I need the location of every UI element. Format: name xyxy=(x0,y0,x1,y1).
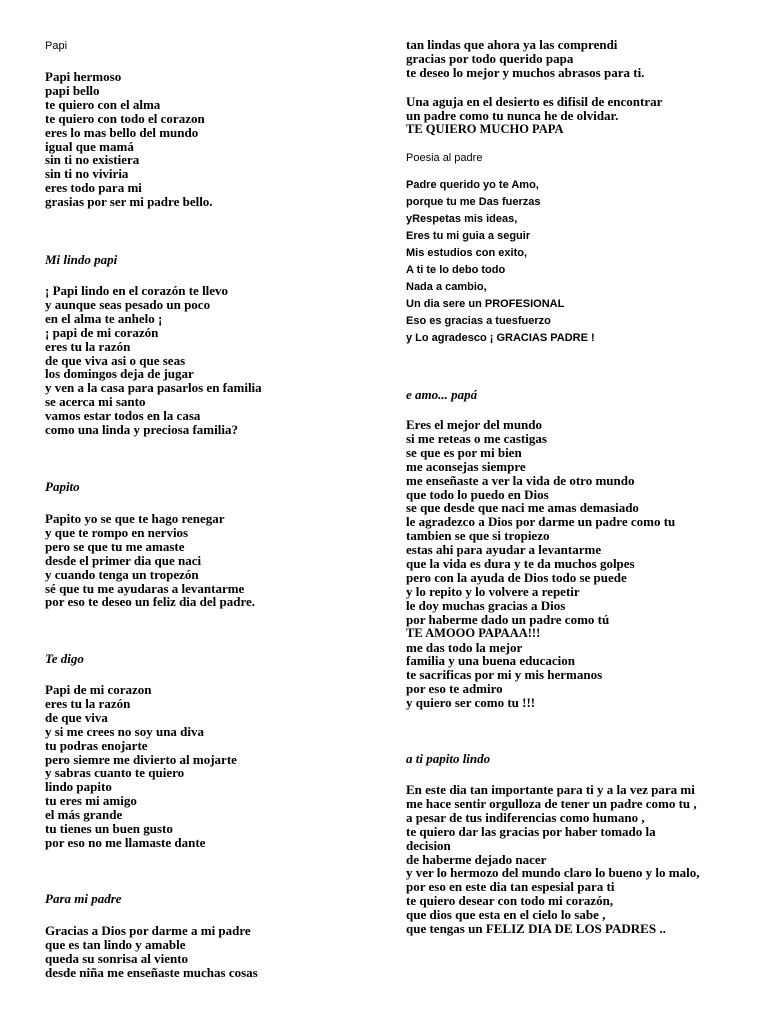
poem-title-poesia-al-padre: Poesia al padre xyxy=(406,152,483,164)
verse-line: si me reteas o me castigas xyxy=(406,430,547,446)
verse-line: Papi hermoso xyxy=(45,69,122,84)
verse-line: le agradezco a Dios por darme un padre como tu xyxy=(406,514,676,530)
verse-line: pero siemre me divierto al mojarte xyxy=(45,751,237,767)
verse-line: te quiero con todo el corazon xyxy=(45,110,205,126)
verse-line: sin ti no existiera xyxy=(45,152,140,168)
verse-line: pero con la ayuda de Dios todo se puede xyxy=(406,569,627,585)
verse-line: porque tu me Das fuerzas xyxy=(406,196,541,208)
verse-line: eres tu la razón xyxy=(45,695,131,711)
verse-line: de haberme dejado nacer xyxy=(406,851,547,867)
verse-line: papi bello xyxy=(45,82,100,98)
poem-e-amo-papa xyxy=(406,418,675,710)
verse-line: se que desde que naci me amas demasiado xyxy=(406,500,639,516)
verse-line: eres todo para mi xyxy=(45,180,142,196)
verse-line: me hace sentir orgulloza de tener un padre como tu , xyxy=(406,795,697,811)
verse-line: y que te rompo en nervios xyxy=(45,524,189,540)
verse-line: grasias por ser mi padre bello. xyxy=(45,194,213,210)
verse-line: te deseo lo mejor y muchos abrasos para ti. xyxy=(406,64,645,80)
verse-line: sin ti no viviria xyxy=(45,166,129,182)
verse-line: y lo repito y lo volvere a repetir xyxy=(406,583,580,599)
poem-te-digo xyxy=(45,683,237,850)
verse-line: a pesar de tus indiferencias como humano , xyxy=(406,809,645,825)
poem-title-e-amo-papa: e amo... papá xyxy=(406,387,478,402)
feliz-dia-line: que tengas un FELIZ DIA DE LOS PADRES .. xyxy=(406,921,666,937)
verse-line: y ven a la casa para pasarlos en familia xyxy=(45,380,262,396)
verse-line: que todo lo puedo en Dios xyxy=(406,486,549,502)
poem-title-a-ti-papito-lindo: a ti papito lindo xyxy=(406,751,491,766)
poem-a-ti-papito-lindo xyxy=(406,783,699,936)
poem-title-papi: Papi xyxy=(45,40,68,52)
poem-poesia-al-padre xyxy=(406,177,595,347)
verse-line: por eso no me llamaste dante xyxy=(45,834,206,850)
poem-e-amo-papa-part1 xyxy=(406,418,675,627)
verse-line: igual que mamá xyxy=(45,138,134,154)
verse-line: desde el primer dia que naci xyxy=(45,552,202,568)
verse-line: y quiero ser como tu !!! xyxy=(406,695,536,711)
poem-a-ti-papito-lindo-lines xyxy=(406,783,699,922)
verse-line: pero se que tu me amaste xyxy=(45,538,185,554)
verse-line: eres tu la razón xyxy=(45,338,131,354)
verse-line: el más grande xyxy=(45,807,123,823)
stanza-aguja xyxy=(406,95,662,137)
verse-line: ¡ papi de mi corazón xyxy=(45,324,159,340)
stanza-aguja-lines xyxy=(406,95,662,123)
verse-line: de que viva xyxy=(45,709,108,725)
poem-title-mi-lindo-papi: Mi lindo papi xyxy=(45,252,118,267)
verse-line: familia y una buena educacion xyxy=(406,653,576,669)
verse-line: Gracias a Dios por darme a mi padre xyxy=(45,923,251,938)
verse-line: por haberme dado un padre como tú xyxy=(406,611,610,627)
te-quiero-mucho-papa: TE QUIERO MUCHO PAPA xyxy=(406,121,564,136)
verse-line: en el alma te anhelo ¡ xyxy=(45,310,163,326)
verse-line: Eres el mejor del mundo xyxy=(406,417,543,432)
verse-line: gracias por todo querido papa xyxy=(406,50,574,66)
verse-line: Papi de mi corazon xyxy=(45,682,152,697)
verse-line: eres lo mas bello del mundo xyxy=(45,124,199,140)
verse-line: te quiero con el alma xyxy=(45,96,161,112)
verse-line: como una linda y preciosa familia? xyxy=(45,422,238,438)
poem-title-te-digo: Te digo xyxy=(45,651,84,666)
poem-e-amo-papa-part2 xyxy=(406,641,675,711)
verse-line: tu tienes un buen gusto xyxy=(45,821,173,837)
verse-line: y Lo agradesco ¡ GRACIAS PADRE ! xyxy=(406,332,595,344)
verse-line: tambien se que si tropiezo xyxy=(406,528,550,544)
verse-line: ¡ Papi lindo en el corazón te llevo xyxy=(45,283,229,298)
verse-line: se acerca mi santo xyxy=(45,394,146,410)
verse-line: me aconsejas siempre xyxy=(406,458,526,474)
verse-line: estas ahi para ayudar a levantarme xyxy=(406,542,602,558)
verse-line: y si me crees no soy una diva xyxy=(45,723,205,739)
verse-line: le doy muchas gracias a Dios xyxy=(406,597,566,613)
verse-line: tu podras enojarte xyxy=(45,737,148,753)
verse-line: de que viva asi o que seas xyxy=(45,352,186,368)
verse-line: por eso te deseo un feliz dia del padre. xyxy=(45,594,256,610)
poem-mi-lindo-papi xyxy=(45,284,262,437)
verse-line: los domingos deja de jugar xyxy=(45,366,194,382)
verse-line: me das todo la mejor xyxy=(406,639,523,655)
verse-line: yRespetas mis ideas, xyxy=(406,213,518,225)
poem-title-papito: Papito xyxy=(45,479,80,494)
poem-papi xyxy=(45,70,213,209)
verse-line: En este dia tan importante para ti y a la vez para mi xyxy=(406,782,695,797)
poem-title-para-mi-padre: Para mi padre xyxy=(45,891,122,906)
verse-line: decision xyxy=(406,837,451,853)
verse-line: te quiero dar las gracias por haber tomado la xyxy=(406,823,656,839)
verse-line: que es tan lindo y amable xyxy=(45,936,186,952)
verse-line: vamos estar todos en la casa xyxy=(45,408,201,424)
verse-line: lindo papito xyxy=(45,779,112,795)
verse-line: me enseñaste a ver la vida de otro mundo xyxy=(406,472,635,488)
verse-line: Papito yo se que te hago renegar xyxy=(45,511,225,526)
verse-line: Eso es gracias a tuesfuerzo xyxy=(406,315,551,327)
verse-line: que dios que esta en el cielo lo sabe , xyxy=(406,907,606,923)
verse-line: desde niña me enseñaste muchas cosas xyxy=(45,964,258,980)
verse-line: tu eres mi amigo xyxy=(45,793,137,809)
verse-line: y sabras cuanto te quiero xyxy=(45,765,185,781)
verse-line: Una aguja en el desierto es difisil de encontrar xyxy=(406,94,663,109)
verse-line: queda su sonrisa al viento xyxy=(45,950,189,966)
te-amooo-papaaa: TE AMOOO PAPAAA!!! xyxy=(406,625,541,640)
verse-line: Un dia sere un PROFESIONAL xyxy=(406,298,565,310)
verse-line: y ver lo hermozo del mundo claro lo bueno y lo malo, xyxy=(406,865,700,881)
verse-line: que la vida es dura y te da muchos golpes xyxy=(406,556,635,572)
verse-line: te sacrificas por mi y mis hermanos xyxy=(406,667,603,683)
verse-line: se que es por mi bien xyxy=(406,444,522,460)
verse-line: Padre querido yo te Amo, xyxy=(406,179,539,191)
verse-line: por eso en este dia tan espesial para ti xyxy=(406,879,615,895)
verse-line: por eso te admiro xyxy=(406,681,503,697)
verse-line: y cuando tenga un tropezón xyxy=(45,566,199,582)
poem-para-mi-padre-continued xyxy=(406,38,644,80)
verse-line: un padre como tu nunca he de olvidar. xyxy=(406,107,619,123)
poem-papito xyxy=(45,512,255,609)
verse-line: Eres tu mi guia a seguir xyxy=(406,230,531,242)
verse-line: te quiero desear con todo mi corazón, xyxy=(406,893,614,909)
verse-line: y aunque seas pesado un poco xyxy=(45,296,211,312)
verse-line: A ti te lo debo todo xyxy=(406,264,506,276)
poem-para-mi-padre xyxy=(45,924,258,980)
verse-line: Mis estudios con exito, xyxy=(406,247,528,259)
verse-line: sé que tu me ayudaras a levantarme xyxy=(45,580,245,596)
verse-line: Nada a cambio, xyxy=(406,281,487,293)
verse-line: tan lindas que ahora ya las comprendi xyxy=(406,37,618,52)
